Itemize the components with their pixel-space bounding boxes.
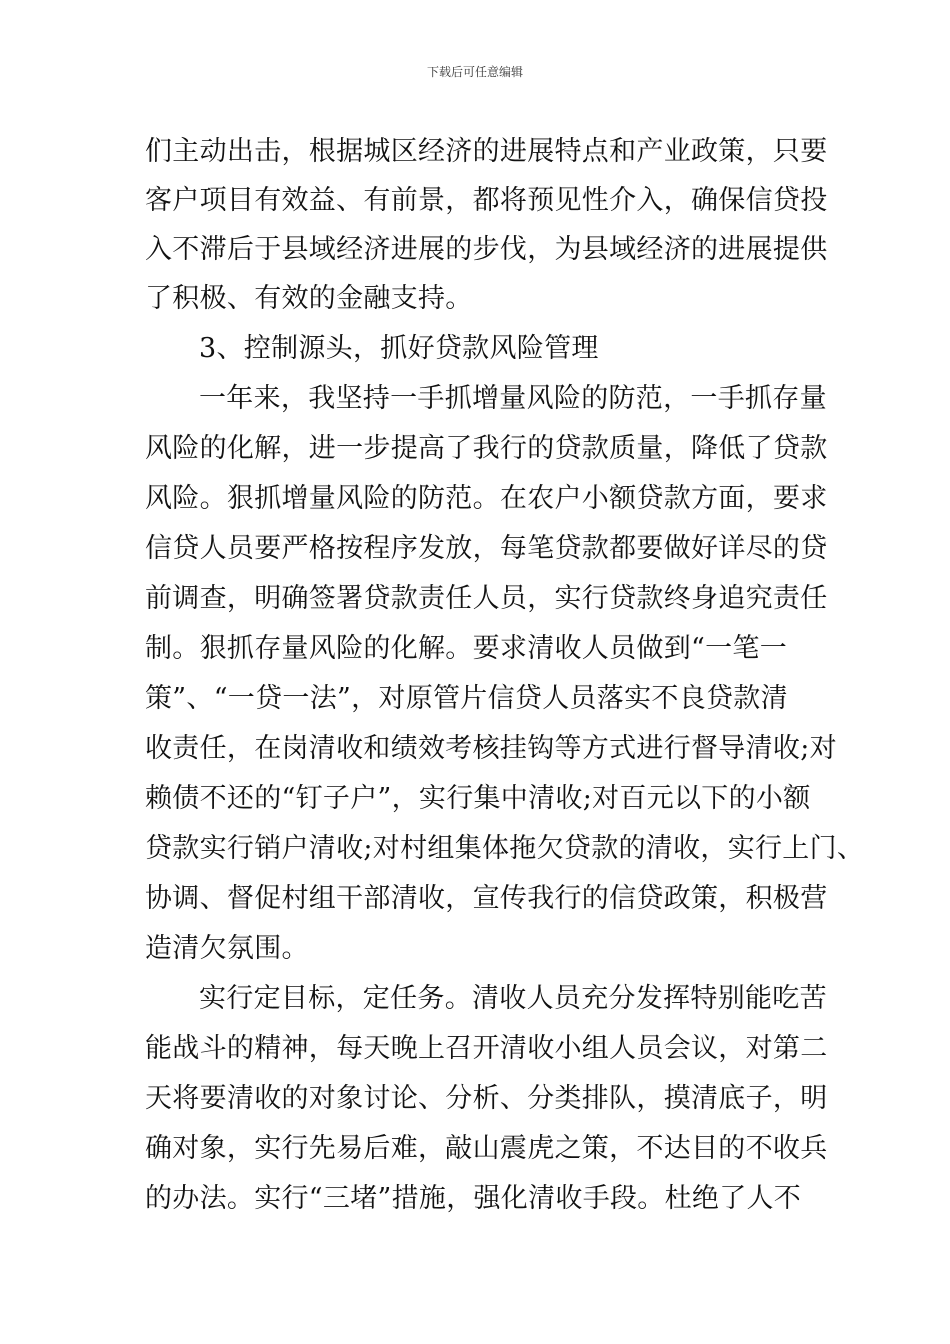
text-line: 了积极、有效的金融支持。 [145, 283, 473, 314]
section-heading: 3、控制源头，抓好贷款风险管理 [199, 333, 599, 364]
text-line: 制。狠抓存量风险的化解。要求清收人员做到“一笔一 [145, 633, 788, 664]
text-line: 的办法。实行“三堵”措施，强化清收手段。杜绝了人不 [145, 1183, 802, 1214]
text-line: 贷款实行销户清收;对村组集体拖欠贷款的清收，实行上门、 [145, 833, 865, 864]
page-header: 下载后可任意编辑 [426, 65, 523, 79]
text-line: 们主动出击，根据城区经济的进展特点和产业政策，只要 [145, 136, 828, 167]
text-line: 风险的化解，进一步提高了我行的贷款质量，降低了贷款 [145, 433, 828, 464]
text-line: 造清欠氛围。 [145, 933, 309, 964]
text-line: 前调查，明确签署贷款责任人员，实行贷款终身追究责任 [145, 583, 828, 614]
text-line: 实行定目标，定任务。清收人员充分发挥特别能吃苦 [199, 983, 827, 1014]
text-line: 入不滞后于县域经济进展的步伐，为县域经济的进展提供 [145, 234, 828, 265]
text-line: 天将要清收的对象讨论、分析、分类排队，摸清底子，明 [145, 1083, 828, 1114]
text-line: 赖债不还的“钉子户”，实行集中清收;对百元以下的小额 [145, 783, 811, 814]
text-line: 一年来，我坚持一手抓增量风险的防范，一手抓存量 [199, 383, 827, 414]
text-line: 客户项目有效益、有前景，都将预见性介入，确保信贷投 [145, 185, 828, 216]
text-line: 确对象，实行先易后难，敲山震虎之策，不达目的不收兵 [145, 1133, 828, 1164]
text-line: 能战斗的精神，每天晚上召开清收小组人员会议，对第二 [145, 1033, 828, 1064]
text-line: 风险。狠抓增量风险的防范。在农户小额贷款方面，要求 [145, 483, 828, 514]
text-line: 协调、督促村组干部清收，宣传我行的信贷政策，积极营 [145, 883, 828, 914]
text-line: 信贷人员要严格按程序发放，每笔贷款都要做好详尽的贷 [145, 533, 828, 564]
text-line: 收责任，在岗清收和绩效考核挂钩等方式进行督导清收;对 [145, 733, 837, 764]
text-line: 策”、“一贷一法”，对原管片信贷人员落实不良贷款清 [145, 683, 788, 714]
